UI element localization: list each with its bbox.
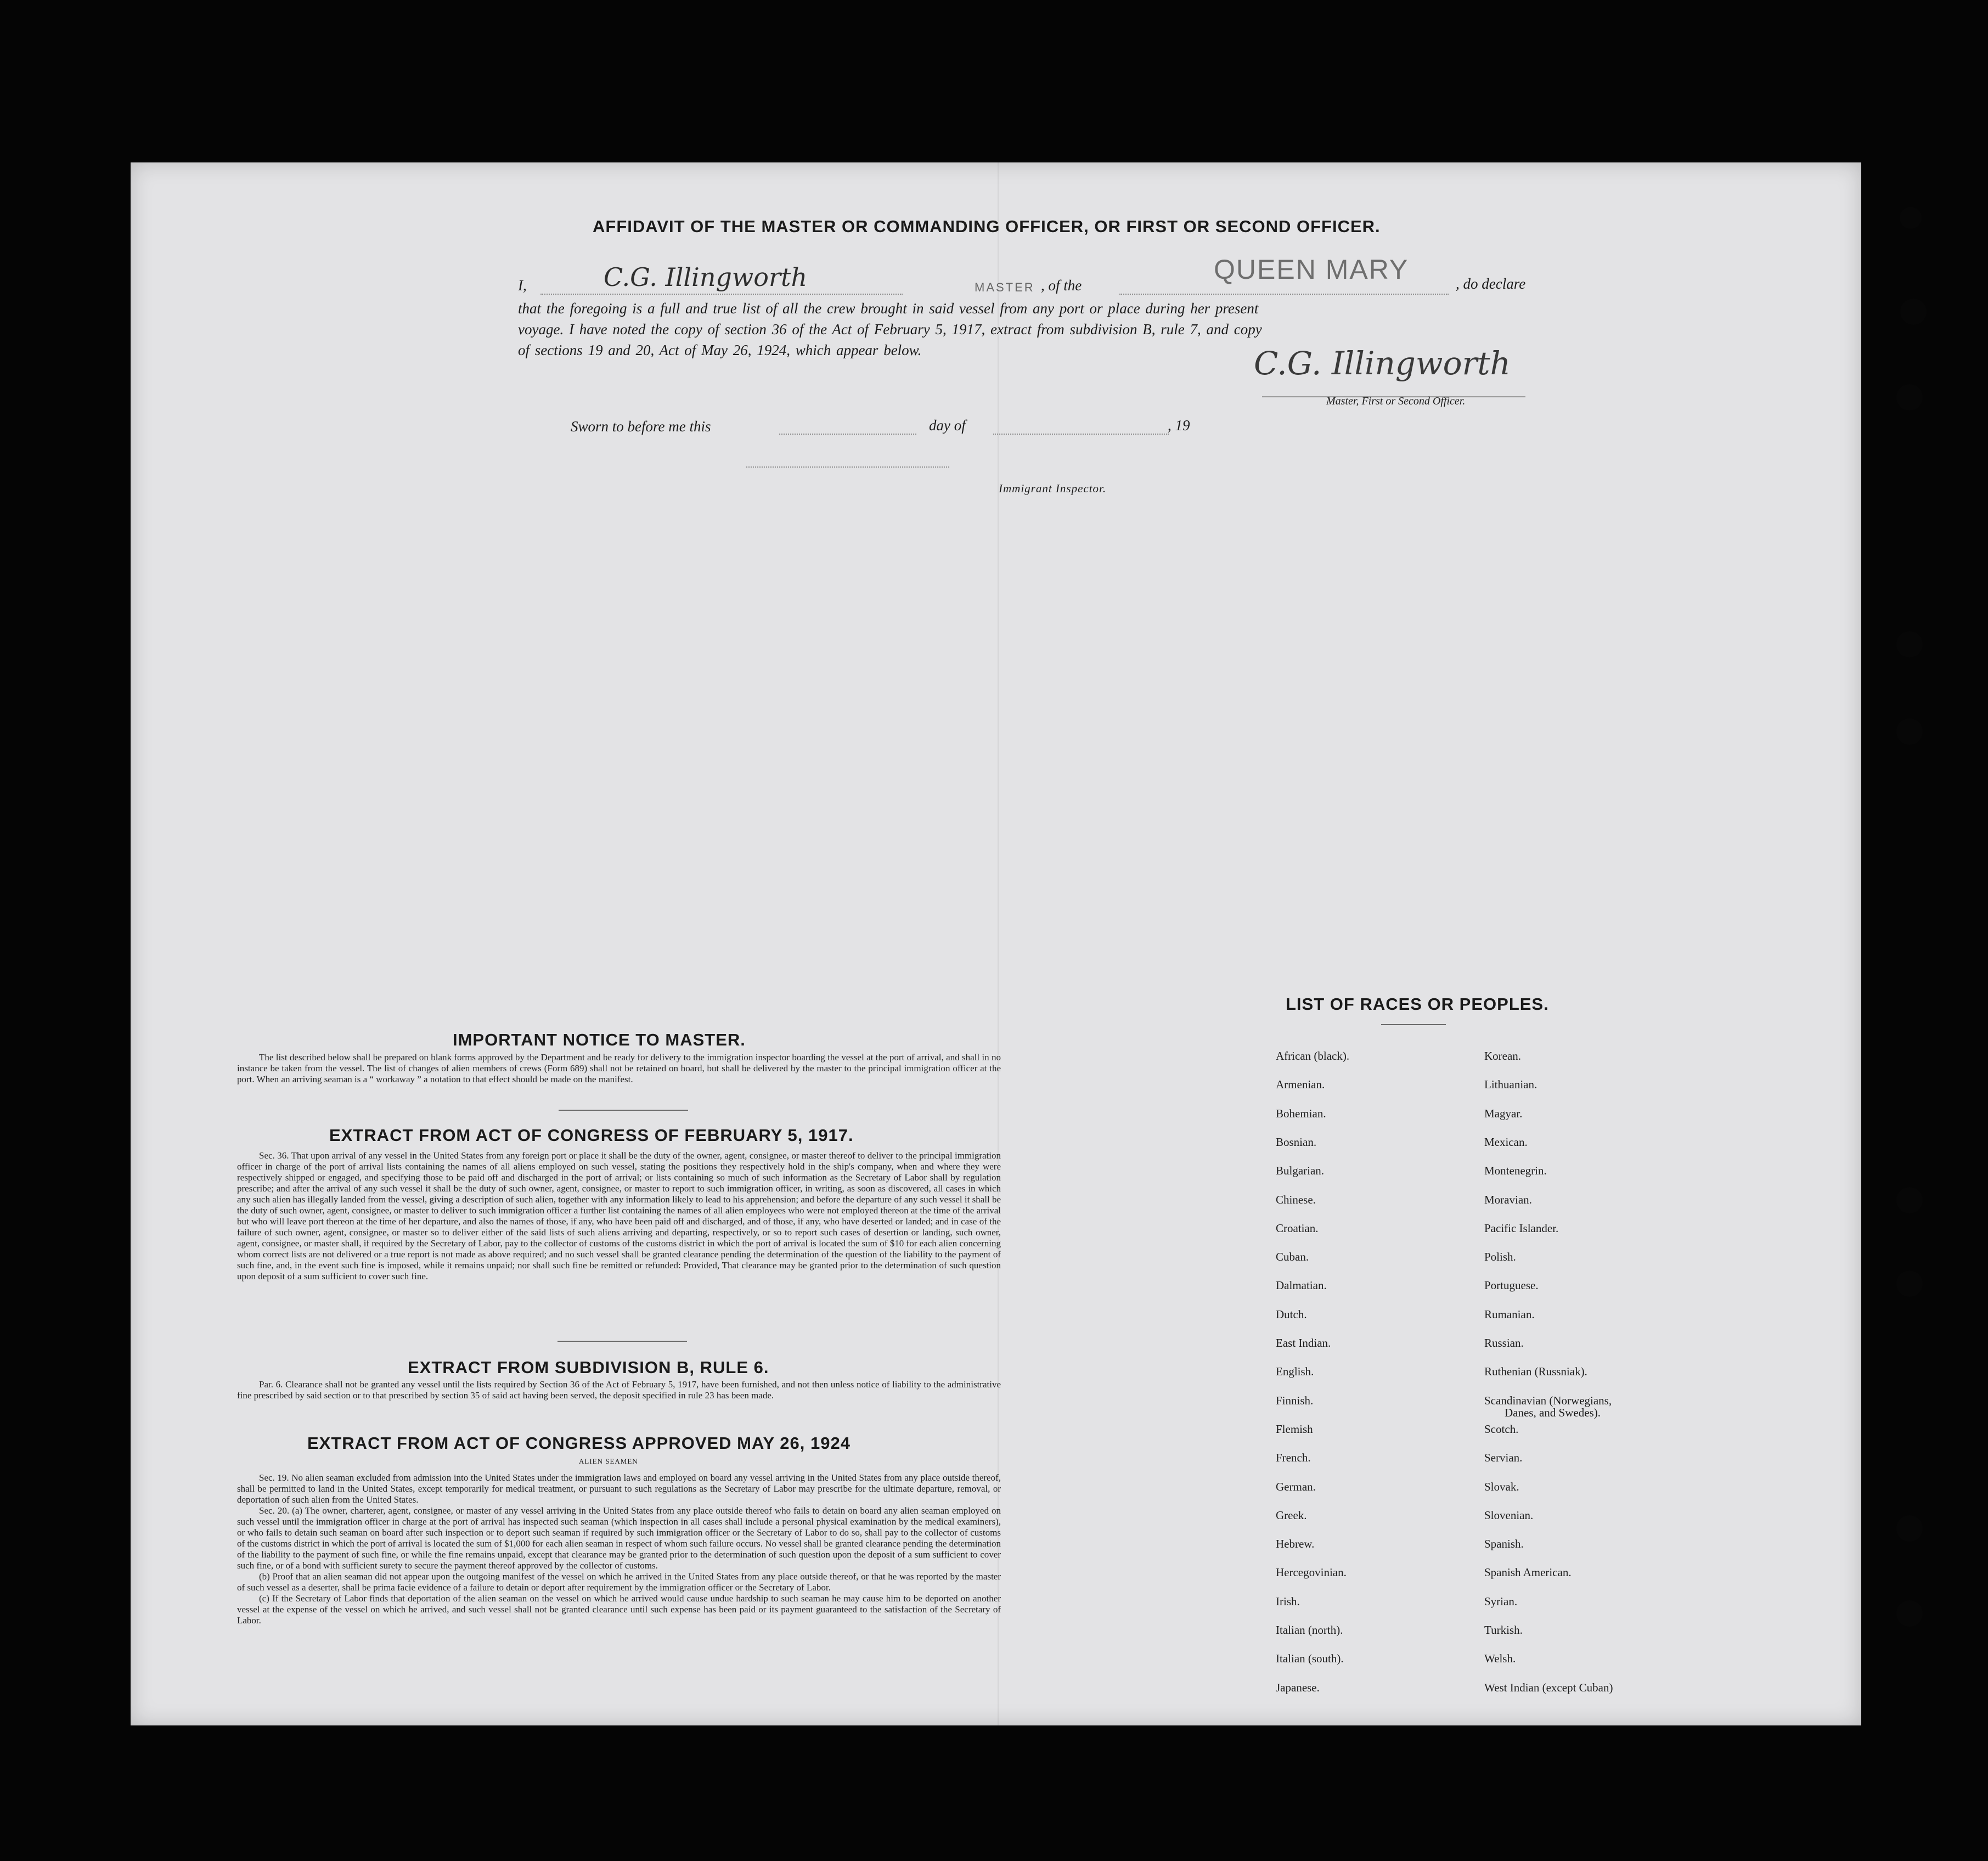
race-item: Finnish.: [1276, 1393, 1314, 1407]
race-item: Ruthenian (Russniak).: [1484, 1365, 1587, 1379]
extract-rule6-heading: EXTRACT FROM SUBDIVISION B, RULE 6.: [408, 1358, 769, 1377]
race-item: Italian (north).: [1276, 1623, 1343, 1637]
inspector-line: [746, 466, 949, 468]
race-item: East Indian.: [1276, 1336, 1331, 1350]
race-item: Mexican.: [1484, 1135, 1528, 1149]
race-item: French.: [1276, 1451, 1311, 1465]
notice-heading: IMPORTANT NOTICE TO MASTER.: [453, 1030, 746, 1049]
race-item: German.: [1276, 1480, 1316, 1493]
race-item: Flemish: [1276, 1422, 1313, 1436]
race-item: Spanish.: [1484, 1537, 1524, 1551]
extract-1924-sec20b: (b) Proof that an alien seaman did not appear upon the outgoing manifest of the vessel on which he arrived in the United States from any place outside thereof, or that he was reported by the master of such vessel as a deserter, shall be prima facie evidence of a failure to detain or deport after requirement by the immigration officer or the Secretary of Labor.: [237, 1571, 1001, 1593]
race-item: Slovenian.: [1484, 1508, 1534, 1522]
vessel-line: [1119, 294, 1449, 295]
extract-1924-subheading: ALIEN SEAMEN: [579, 1457, 638, 1465]
extract-1924-heading: EXTRACT FROM ACT OF CONGRESS APPROVED MAY 26, 1924: [307, 1433, 851, 1453]
extract-1917-text: Sec. 36. That upon arrival of any vessel in the United States from any foreign port or place it shall be the duty of the owner, agent, consignee, or master thereof to deliver to the principal immigration officer in charge of the port of arrival lists containing the names of all aliens employed on such vessel, stating the positions they respectively hold in the ship's company, when and where they were respectively shipped or engaged, and specifying those to be paid off and discharged in the port of arrival; or lists containing so much of such information as the Secretary of Labor shall by regulation prescribe; and after the arrival of any such vessel it shall be the duty of such owner, agent, consignee, or master to report to such immigration officer, in writing, as soon as discovered, all cases in which any such alien has illegally landed from the vessel, giving a description of such alien, together with any information likely to lead to his apprehension; and before the departure of any such vessel it shall be the duty of such owner, agent, consignee, or master to deliver to such immigration officer a further list containing the names of all alien employees who were not employed thereon at the time of the arrival but who will leave port thereon at the time of her departure, and also the names of those, if any, who have been paid off and discharged, and of those, if any, who have deserted or landed; and in case of the failure of such owner, agent, consignee, or master so to deliver either of the said lists of such aliens arriving and departing, respectively, or so to report such cases of desertion or landing, such owner, agent, consignee, or master shall, if required by the Secretary of Labor, pay to the collector of customs of the customs district in which the port of arrival is located the sum of $10 for each alien concerning whom correct lists are not delivered or a true report is not made as above required; and no such vessel shall be granted clearance pending the determination of the question of the liability to the payment of such fine, and, in the event such fine is imposed, while it remains unpaid; nor shall such fine be remitted or refunded: Provided, That clearance may be granted prior to the determination of such question upon deposit of a sum sufficient to cover such fine.: [237, 1150, 1001, 1281]
race-item: Welsh.: [1484, 1652, 1516, 1666]
section-divider: [559, 1110, 688, 1111]
race-item: Scotch.: [1484, 1422, 1519, 1436]
race-item: African (black).: [1276, 1049, 1350, 1062]
race-item: Magyar.: [1484, 1106, 1523, 1120]
race-item: Syrian.: [1484, 1594, 1518, 1608]
race-item: Russian.: [1484, 1336, 1524, 1350]
notice-text: The list described below shall be prepared on blank forms approved by the Department and be ready for delivery to the immigration inspector boarding the vessel at the port of arrival, and shall in no instance be taken from the vessel. The list of changes of alien members of crews (Form 689) shall not be retained on board, but shall be delivered by the master to the principal immigration officer at the port. When an arriving seaman is a “ workaway ” a notation to that effect should be made on the manifest.: [237, 1052, 1001, 1084]
master-name-handwritten: C.G. Illingworth: [604, 262, 808, 292]
race-item: Bosnian.: [1276, 1135, 1317, 1149]
race-item: Rumanian.: [1484, 1307, 1535, 1321]
extract-rule6-text: Par. 6. Clearance shall not be granted any vessel until the lists required by Section 36 of the Act of February 5, 1917, have been furnished, and not then unless notice of liability to the administrative fine prescribed by said section or to that prescribed by section 35 of said act having been served, the deposit specified in rule 23 has been made.: [237, 1379, 1001, 1401]
race-item: Servian.: [1484, 1451, 1523, 1465]
race-item: Cuban.: [1276, 1250, 1309, 1264]
race-item: Spanish American.: [1484, 1566, 1572, 1579]
sworn-text: Sworn to before me this: [571, 418, 711, 435]
of-the-label: , of the: [1041, 277, 1082, 294]
race-item: Scandinavian (Norwegians,: [1484, 1393, 1612, 1407]
year-prefix: , 19: [1168, 417, 1190, 434]
sworn-day-line: [779, 434, 916, 435]
affidavit-body-line-3: of sections 19 and 20, Act of May 26, 1924, which appear below.: [518, 342, 922, 358]
race-item: Turkish.: [1484, 1623, 1523, 1637]
affidavit-body-line-1: that the foregoing is a full and true list of all the crew brought in said vessel from any port or place during her present: [518, 300, 1259, 317]
race-item: Irish.: [1276, 1594, 1300, 1608]
race-item: Moravian.: [1484, 1193, 1532, 1206]
day-of-label: day of: [929, 417, 966, 434]
punch-hole: [1896, 384, 1923, 411]
race-item: Chinese.: [1276, 1193, 1316, 1206]
race-item: Italian (south).: [1276, 1652, 1344, 1666]
punch-hole: [1896, 718, 1923, 745]
signature-caption: Master, First or Second Officer.: [1326, 395, 1466, 407]
race-item: Armenian.: [1276, 1078, 1325, 1092]
race-item: Hebrew.: [1276, 1537, 1315, 1551]
race-item-continuation: Danes, and Swedes).: [1505, 1405, 1601, 1419]
race-item: Bohemian.: [1276, 1106, 1326, 1120]
race-item: Portuguese.: [1484, 1279, 1539, 1292]
races-heading: LIST OF RACES OR PEOPLES.: [1286, 994, 1549, 1014]
affidavit-body-line-2: voyage. I have noted the copy of section 36 of the Act of February 5, 1917, extract from subdivision B, rule 7, and copy: [518, 321, 1262, 338]
race-item: Pacific Islander.: [1484, 1221, 1559, 1235]
punch-hole: [1896, 1270, 1923, 1297]
race-item: West Indian (except Cuban): [1484, 1680, 1613, 1694]
affidavit-i-label: I,: [518, 277, 527, 294]
extract-1924-sec20c: (c) If the Secretary of Labor finds that deportation of the alien seaman on the vessel on which he arrived would cause undue hardship to such seaman he may cause him to be deported on another vessel at the expense of the vessel on which he arrived, and such vessel shall not be granted clearance until such expense has been paid or its payment guaranteed to the satisfaction of the Secretary of Labor.: [237, 1593, 1001, 1626]
extract-1924-sec19: Sec. 19. No alien seaman excluded from admission into the United States under the immigration laws and employed on board any vessel arriving in the United States from any place outside thereof, shall be permitted to land in the United States, except temporarily for medical treatment, or pursuant to such regulations as the Secretary of Labor may prescribe for the ultimate departure, removal, or deportation of such alien from the United States.: [237, 1472, 1001, 1505]
races-heading-rule: [1381, 1024, 1446, 1025]
extract-1924-sec20a: Sec. 20. (a) The owner, charterer, agent, consignee, or master of any vessel arriving in the United States from any place outside thereof who fails to detain on board any alien seaman employed on such vessel until the immigration officer in charge at the port of arrival has inspected such seaman (which inspection in all cases shall include a personal physical examination by the medical examiners), or who fails to detain such seaman on board after such inspection or to deport such seaman if required by such immigration officer or the Secretary of Labor to do so, shall pay to the collector of customs of the customs district in which the port of arrival is located the sum of $1,000 for each alien seaman in respect of whom such failure occurs. No vessel shall be granted clearance pending the determination of the liability to the payment of such fine, or while the fine remains unpaid, except that clearance may be granted prior to the determination of such question upon the deposit of a sum sufficient to cover such fine, or of a bond with sufficient surety to secure the payment thereof approved by the collector of customs.: [237, 1505, 1001, 1571]
section-divider: [557, 1341, 687, 1342]
race-item: Slovak.: [1484, 1480, 1519, 1493]
sworn-month-line: [993, 434, 1169, 435]
race-item: Polish.: [1484, 1250, 1516, 1264]
punch-hole: [1896, 631, 1923, 657]
punch-hole: [1896, 1515, 1923, 1542]
extract-1924-body: [237, 1472, 1001, 1626]
notice-body: [237, 1052, 1001, 1085]
vessel-name-stamp: QUEEN MARY: [1214, 254, 1409, 285]
role-stamp: MASTER: [975, 280, 1035, 294]
race-item: Lithuanian.: [1484, 1078, 1538, 1092]
race-item: Korean.: [1484, 1049, 1522, 1062]
affidavit-heading: AFFIDAVIT OF THE MASTER OR COMMANDING OFFICER, OR FIRST OR SECOND OFFICER.: [593, 217, 1381, 236]
race-item: English.: [1276, 1365, 1314, 1379]
master-signature: C.G. Illingworth: [1254, 345, 1511, 382]
punch-hole: [1900, 299, 1927, 325]
race-item: Montenegrin.: [1484, 1164, 1547, 1178]
punch-hole: [1896, 1187, 1923, 1213]
race-item: Greek.: [1276, 1508, 1307, 1522]
race-item: Hercegovinian.: [1276, 1566, 1347, 1579]
name-line: [540, 294, 903, 295]
race-item: Croatian.: [1276, 1221, 1319, 1235]
punch-hole: [1900, 207, 1922, 229]
race-item: Dalmatian.: [1276, 1279, 1327, 1292]
extract-1917-body: [237, 1150, 1001, 1282]
punch-hole: [1896, 1600, 1923, 1627]
extract-rule6-body: [237, 1379, 1001, 1401]
race-item: Japanese.: [1276, 1680, 1320, 1694]
do-declare-label: , do declare: [1456, 276, 1526, 292]
inspector-caption: Immigrant Inspector.: [999, 482, 1107, 495]
race-item: Bulgarian.: [1276, 1164, 1325, 1178]
race-item: Dutch.: [1276, 1307, 1307, 1321]
extract-1917-heading: EXTRACT FROM ACT OF CONGRESS OF FEBRUARY 5, 1917.: [329, 1126, 854, 1145]
